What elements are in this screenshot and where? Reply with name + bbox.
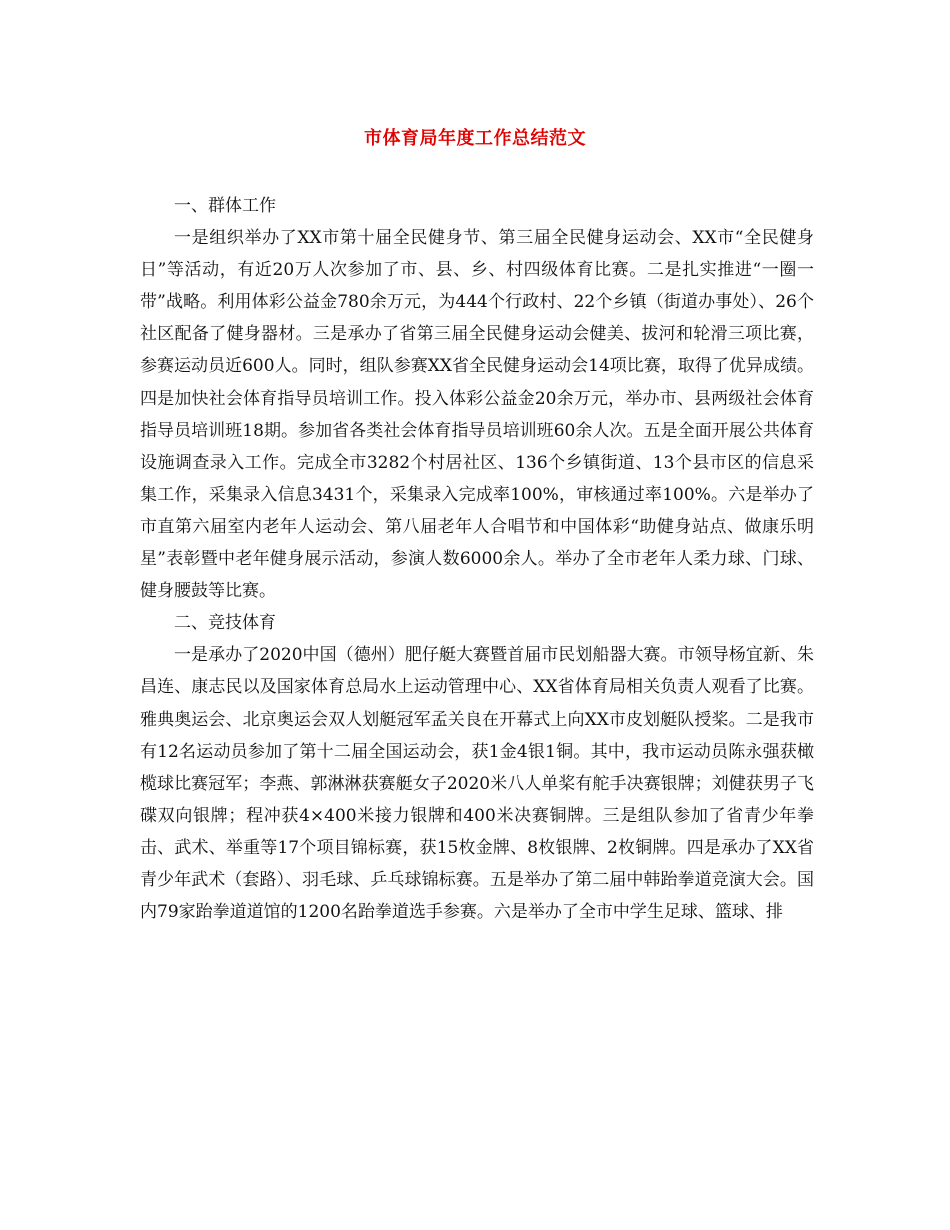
section-paragraph-competitive-sports: 一是承办了2020中国（德州）肥仔艇大赛暨首届市民划船器大赛。市领导杨宜新、朱昌连、康志民以及国家体育总局水上运动管理中心、XX省体育局相关负责人观看了比赛。雅典奥运会、北京奥运会双人划艇冠军孟关良在开幕式上向XX市皮划艇队授桨。二是我市有12名运动员参加了第十二届全国运动会，获1金4银1铜。其中，我市运动员陈永强获橄榄球比赛冠军；李燕、郭淋淋获赛艇女子2020米八人单桨有舵手决赛银牌；刘健获男子飞碟双向银牌；程冲获4×400米接力银牌和400米决赛铜牌。三是组队参加了省青少年拳击、武术、举重等17个项目锦标赛，获15枚金牌、8枚银牌、2枚铜牌。四是承办了XX省青少年武术（套路）、羽毛球、乒乓球锦标赛。五是举办了第二届中韩跆拳道竞演大会。国内79家跆拳道道馆的1200名跆拳道选手参赛。六是举办了全市中学生足球、篮球、排 — [140, 645, 814, 923]
section-heading-competitive-sports: 二、竞技体育 — [174, 613, 276, 634]
section-paragraph-mass-sports: 一是组织举办了XX市第十届全民健身节、第三届全民健身运动会、XX市“全民健身日”等活动，有近20万人次参加了市、县、乡、村四级体育比赛。二是扎实推进“一圈一带”战略。利用体彩公益金780余万元，为444个行政村、22个乡镇（街道办事处）、26个社区配备了健身器材。三是承办了省第三届全民健身运动会健美、拔河和轮滑三项比赛，参赛运动员近600人。同时，组队参赛XX省全民健身运动会14项比赛，取得了优异成绩。四是加快社会体育指导员培训工作。投入体彩公益金20余万元，举办市、县两级社会体育指导员培训班18期。参加省各类社会体育指导员培训班60余人次。五是全面开展公共体育设施调查录入工作。完成全市3282个村居社区、136个乡镇街道、13个县市区的信息采集工作，采集录入信息3431个，采集录入完成率100%，审核通过率100%。六是举办了市直第六届室内老年人运动会、第八届老年人合唱节和中国体彩“助健身站点、做康乐明星”表彰暨中老年健身展示活动，参演人数6000余人。举办了全市老年人柔力球、门球、健身腰鼓等比赛。 — [140, 228, 814, 602]
section-heading-mass-sports: 一、群体工作 — [174, 196, 276, 216]
document-body — [140, 190, 814, 928]
document-title: 市体育局年度工作总结范文 — [364, 128, 586, 149]
